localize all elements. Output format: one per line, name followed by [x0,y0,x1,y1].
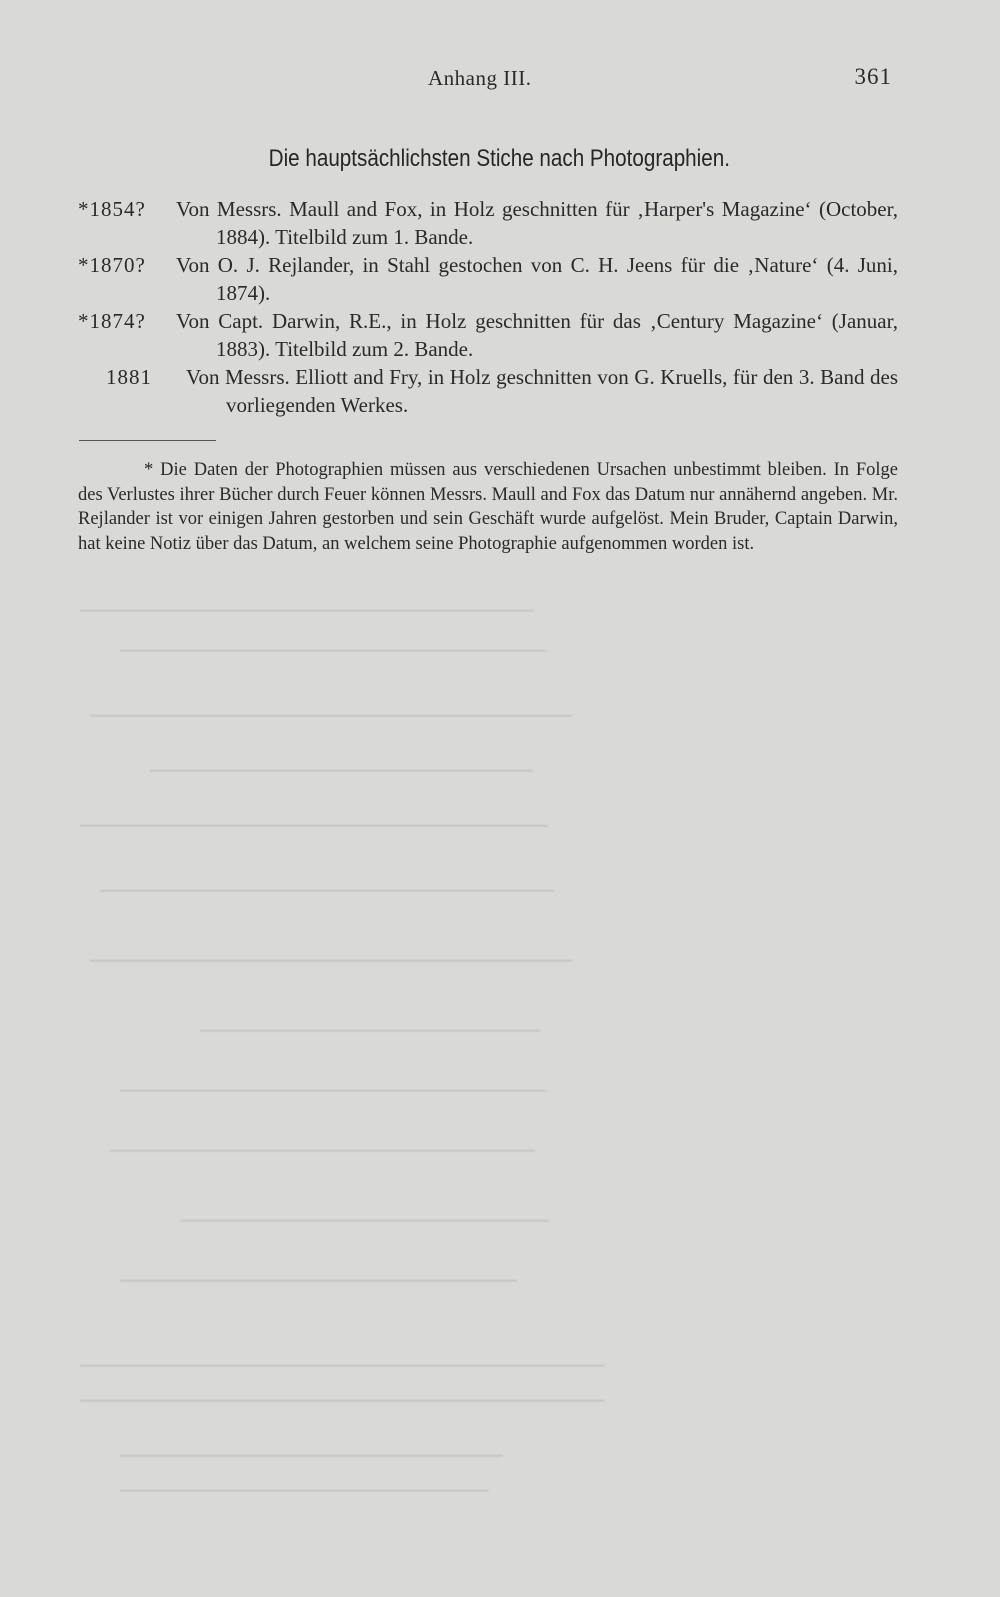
running-head: Anhang III. [428,66,532,90]
page-number: 361 [854,64,892,89]
list-item [78,251,898,307]
entry-year: *1874? [78,309,146,333]
entry-year: 1881 [106,365,152,389]
entry-year: *1854? [78,197,146,221]
list-item [78,195,898,251]
entry-text: Von Messrs. Elliott and Fry, in Holz geschnitten von G. Kruells, für den 3. Band des vorliegenden Werkes. [186,365,898,417]
engravings-list [78,195,898,419]
list-item [78,307,898,363]
section-title: Die hauptsächlichsten Stiche nach Photographien. [268,145,730,172]
footnote: * Die Daten der Photographien müssen aus verschiedenen Ursachen unbestimmt bleiben. In Folge des Verlustes ihrer Bücher durch Feuer können Messrs. Maull and Fox das Datum nur annähernd angeben. Mr. Rejlander ist vor einigen Jahren gestorben und sein Geschäft wurde aufgelöst. Mein Bruder, Captain Darwin, hat keine Notiz über das Datum, an welchem seine Photographie aufgenommen worden ist. [78,460,898,554]
book-page: ──────────────────────────────── ────────────────────────────── ────────────────────────────────── ─────────────────────────── ───────────────────────────────── ──────────────────────────────── ────────────────────────────────── ──────────────────────── ────────────────────────────── ────────────────────────────── ────────────────────────── ──────────────────────────── ───────────────────────────────────── ───────────────────────────────────── ─────────────────────────── ────────────────────────── Anhang III. 361 Die hauptsächlichsten Stiche nach Photographien. *1854? Von Messrs. Maull and Fox, in Holz geschnitten für ‚Harper's Magazine‘ (October, 1884). Titelbild zum 1. Bande. *1870? Von O. J. Rejlander, in Stahl gestochen von C. H. Jeens für die ‚Nature‘ (4. Juni, 1874). *1874? Von Capt. Darwin, R.E., in Holz geschnitten für das ‚Century Magazine‘ (Januar, 1883). Titelbild zum 2. Bande. 1881 Von Messrs. Elliott and Fry, in Holz geschnitten von G. Kruells, für den 3. Band des vorliegenden Werkes. * Die Daten der Photographien müssen aus verschiedenen Ursachen unbestimmt bleiben. In Folge des Verlustes ihrer Bücher durch Feuer können Messrs. Maull and Fox das Datum nur annähernd angeben. Mr. Rejlander ist vor einigen Jahren gestorben und sein Geschäft wurde aufgelöst. Mein Bruder, Captain Darwin, hat keine Notiz über das Datum, an welchem seine Photographie aufgenommen worden ist. [0,0,1000,1597]
entry-text: Von Messrs. Maull and Fox, in Holz geschnitten für ‚Harper's Magazine‘ (October, 1884). Titelbild zum 1. Bande. [176,197,898,249]
entry-text: Von Capt. Darwin, R.E., in Holz geschnitten für das ‚Century Magazine‘ (Januar, 1883). Titelbild zum 2. Bande. [176,309,898,361]
list-item [78,363,898,419]
entry-year: *1870? [78,253,146,277]
footnote-divider [79,440,216,441]
entry-text: Von O. J. Rejlander, in Stahl gestochen von C. H. Jeens für die ‚Nature‘ (4. Juni, 1874). [176,253,898,305]
